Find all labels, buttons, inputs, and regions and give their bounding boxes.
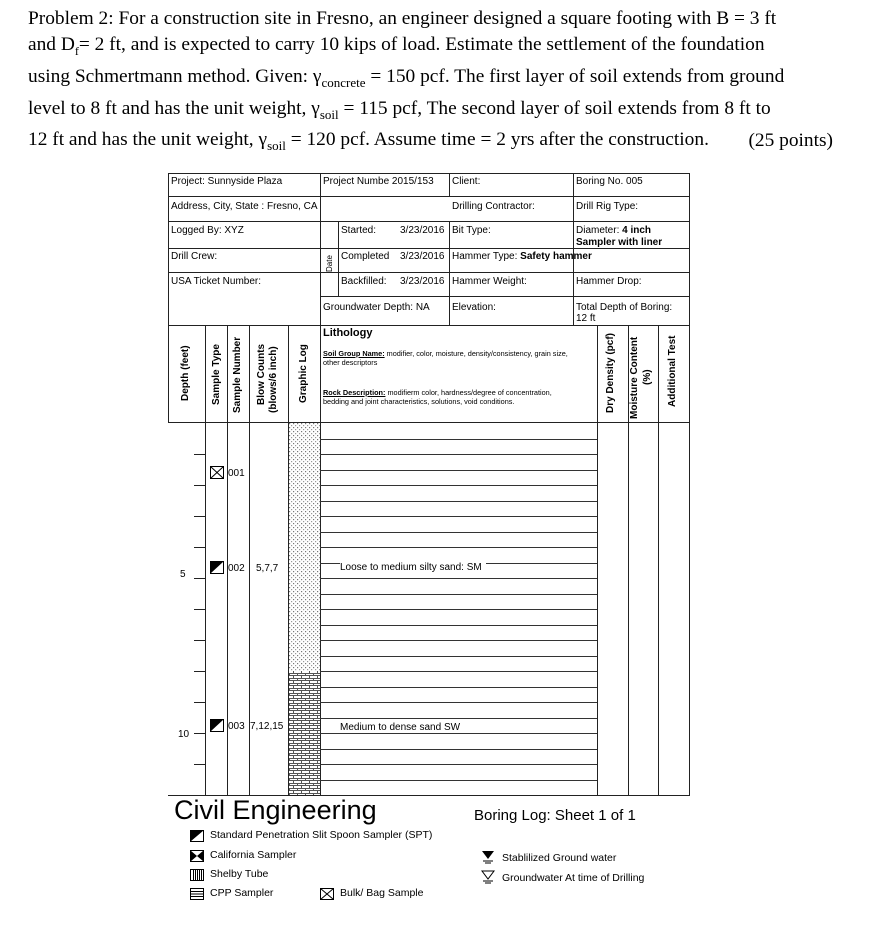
blow-counts-003: 7,12,15 [250,721,284,732]
hammer-type: Hammer Type: Safety hammer [452,251,592,262]
date-label: Date [325,255,334,272]
divider [168,196,690,197]
elevation-field: Elevation: [452,302,496,313]
graphic-log-column-header: Graphic Log [298,344,309,403]
ruled-line [320,780,597,781]
problem-line-5: 12 ft and has the unit weight, $\gamma_{soil} = 120$ pcf. Assume time = 2 yrs after the construction. [28,129,709,153]
depth-tick [194,764,205,765]
divider [449,221,450,325]
ruled-line [320,749,597,750]
sample-number-003: 003 [228,721,245,732]
sheet-label: Boring Log: Sheet 1 of 1 [474,807,636,824]
ruled-line [320,718,597,719]
sample-number-column-header: Sample Number [232,336,243,413]
problem-line-3: using Schmertmann method. Given: $\gamma_{concrete} = 150$ pcf. The first layer of soil extends from ground [28,66,785,90]
soil-group-desc: Soil Group Name: modifier, color, moisture, density/consistency, grain size, [323,349,568,358]
ruled-line [320,594,597,595]
depth-tick [194,702,205,703]
ruled-line [320,609,597,610]
additional-test-column-header: Additional Test [667,335,678,407]
ruled-line [320,687,597,688]
legend-california: California Sampler [210,849,297,861]
depth-label-5: 5 [180,569,186,580]
divider [573,173,574,325]
completed-label: Completed [341,251,390,262]
ruled-line [320,516,597,517]
ruled-line [320,485,597,486]
problem-line-2: and $D_f= 2$ ft, and is expected to carry 10 kips of load. Estimate the settlement of the foundation [28,33,765,58]
moisture-unit: (%) [642,369,653,385]
rock-desc-2: bedding and joint characteristics, solutions, void conditions. [323,397,515,406]
ruled-line [320,547,597,548]
backfilled-date: 3/23/2016 [400,276,445,287]
client-field: Client: [452,176,481,187]
moisture-content-column-header: Moisture Content [629,336,640,419]
legend-shelby: Shelby Tube [210,868,269,880]
soil-group-desc-2: other descriptors [323,358,378,367]
usa-ticket-number: USA Ticket Number: [171,276,262,287]
footer-title: Civil Engineering [174,795,377,825]
groundwater-drilling-icon [481,870,495,884]
spt-sampler-icon [190,829,204,841]
hammer-weight: Hammer Weight: [452,276,527,287]
backfilled-label: Backfilled: [341,276,387,287]
depth-tick [194,671,205,672]
ruled-line [320,671,597,672]
address-field: Address, City, State : Fresno, CA [171,201,318,212]
layer-2-hatch [289,671,320,795]
lithology-header: Lithology [323,327,373,339]
divider [168,248,338,249]
boring-number: Boring No. 005 [576,176,643,187]
problem-line-4: level to 8 ft and has the unit weight, $\gamma_{soil} = 115$ pcf, The second layer of soil extends from 8 ft to [28,97,771,122]
legend-spt: Standard Penetration Slit Spoon Sampler (SPT) [210,829,433,841]
ruled-line [320,439,597,440]
ruled-line [320,454,597,455]
divider [449,173,450,196]
project-number: Project Numbe 2015/153 [323,176,434,187]
legend-bulk: Bulk/ Bag Sample [340,887,424,899]
problem-line-1: Problem 2: For a construction site in Fresno, an engineer designed a square footing with B = 3 ft [28,8,777,29]
bit-type: Bit Type: [452,225,491,236]
started-label: Started: [341,225,377,236]
layer-1-description: Loose to medium silty sand: SM [340,562,486,573]
total-depth-value: 12 ft [576,313,596,324]
divider [338,248,690,249]
dry-density-column-header: Dry Density (pcf) [605,332,616,413]
depth-tick [194,609,205,610]
diameter-field: Diameter: 4 inch [576,225,652,236]
lithology-lines [320,423,597,795]
ruled-line [320,733,597,734]
ruled-line [320,625,597,626]
divider [658,325,659,795]
shelby-tube-icon [190,868,204,880]
started-date: 3/23/2016 [400,225,445,236]
groundwater-depth: Groundwater Depth: NA [323,302,430,313]
depth-tick [194,578,205,579]
drill-rig-type: Drill Rig Type: [576,201,639,212]
depth-column-header: Depth (feet) [180,345,191,401]
ruled-line [320,532,597,533]
divider [168,272,690,273]
graphic-log-pattern [289,423,320,795]
legend-stabilized: Stablilized Ground water [502,852,617,864]
drill-crew: Drill Crew: [171,251,218,262]
layer-1-hatch [289,423,320,671]
depth-tick [194,640,205,641]
points-label: (25 points) [748,130,833,151]
bulk-bag-icon [210,466,224,479]
depth-tick [194,733,205,734]
hammer-drop: Hammer Drop: [576,276,642,287]
total-depth-label: Total Depth of Boring: [576,302,673,313]
ruled-line [320,501,597,502]
spt-sampler-icon [210,719,224,732]
project-name: Project: Sunnyside Plaza [171,176,283,187]
divider [689,423,690,795]
stabilized-groundwater-icon [481,850,495,864]
blow-counts-column-header: Blow Counts [256,343,267,405]
spt-sampler-icon [210,561,224,574]
divider [320,296,690,297]
legend-cpp: CPP Sampler [210,887,274,899]
bulk-bag-icon [320,887,334,899]
divider [597,325,598,795]
ruled-line [320,578,597,579]
california-sampler-icon [190,849,204,861]
ruled-line [320,656,597,657]
drilling-contractor: Drilling Contractor: [452,201,535,212]
depth-tick [194,485,205,486]
completed-date: 3/23/2016 [400,251,445,262]
ruled-line [320,764,597,765]
divider [338,221,339,296]
rock-desc: Rock Description: modifierm color, hardness/degree of concentration, [323,388,552,397]
logged-by: Logged By: XYZ [171,225,244,236]
ruled-line [320,702,597,703]
depth-label-10: 10 [178,729,190,740]
cpp-sampler-icon [190,887,204,899]
divider [168,221,690,222]
boring-log-form [168,173,690,797]
ruled-line [320,640,597,641]
blow-counts-002: 5,7,7 [256,563,279,574]
sampler-field: Sampler with liner [576,237,663,248]
depth-tick [194,547,205,548]
depth-tick [194,454,205,455]
layer-2-description: Medium to dense sand SW [340,722,464,733]
blow-counts-unit: (blows/6 inch) [268,346,279,413]
divider [168,325,690,326]
legend-at-drilling: Groundwater At time of Drilling [502,872,645,884]
ruled-line [320,470,597,471]
depth-tick [194,516,205,517]
divider [205,325,206,795]
problem-statement [28,6,858,158]
sample-type-column-header: Sample Type [211,344,222,405]
sample-number-001: 001 [228,468,245,479]
sample-number-002: 002 [228,563,245,574]
